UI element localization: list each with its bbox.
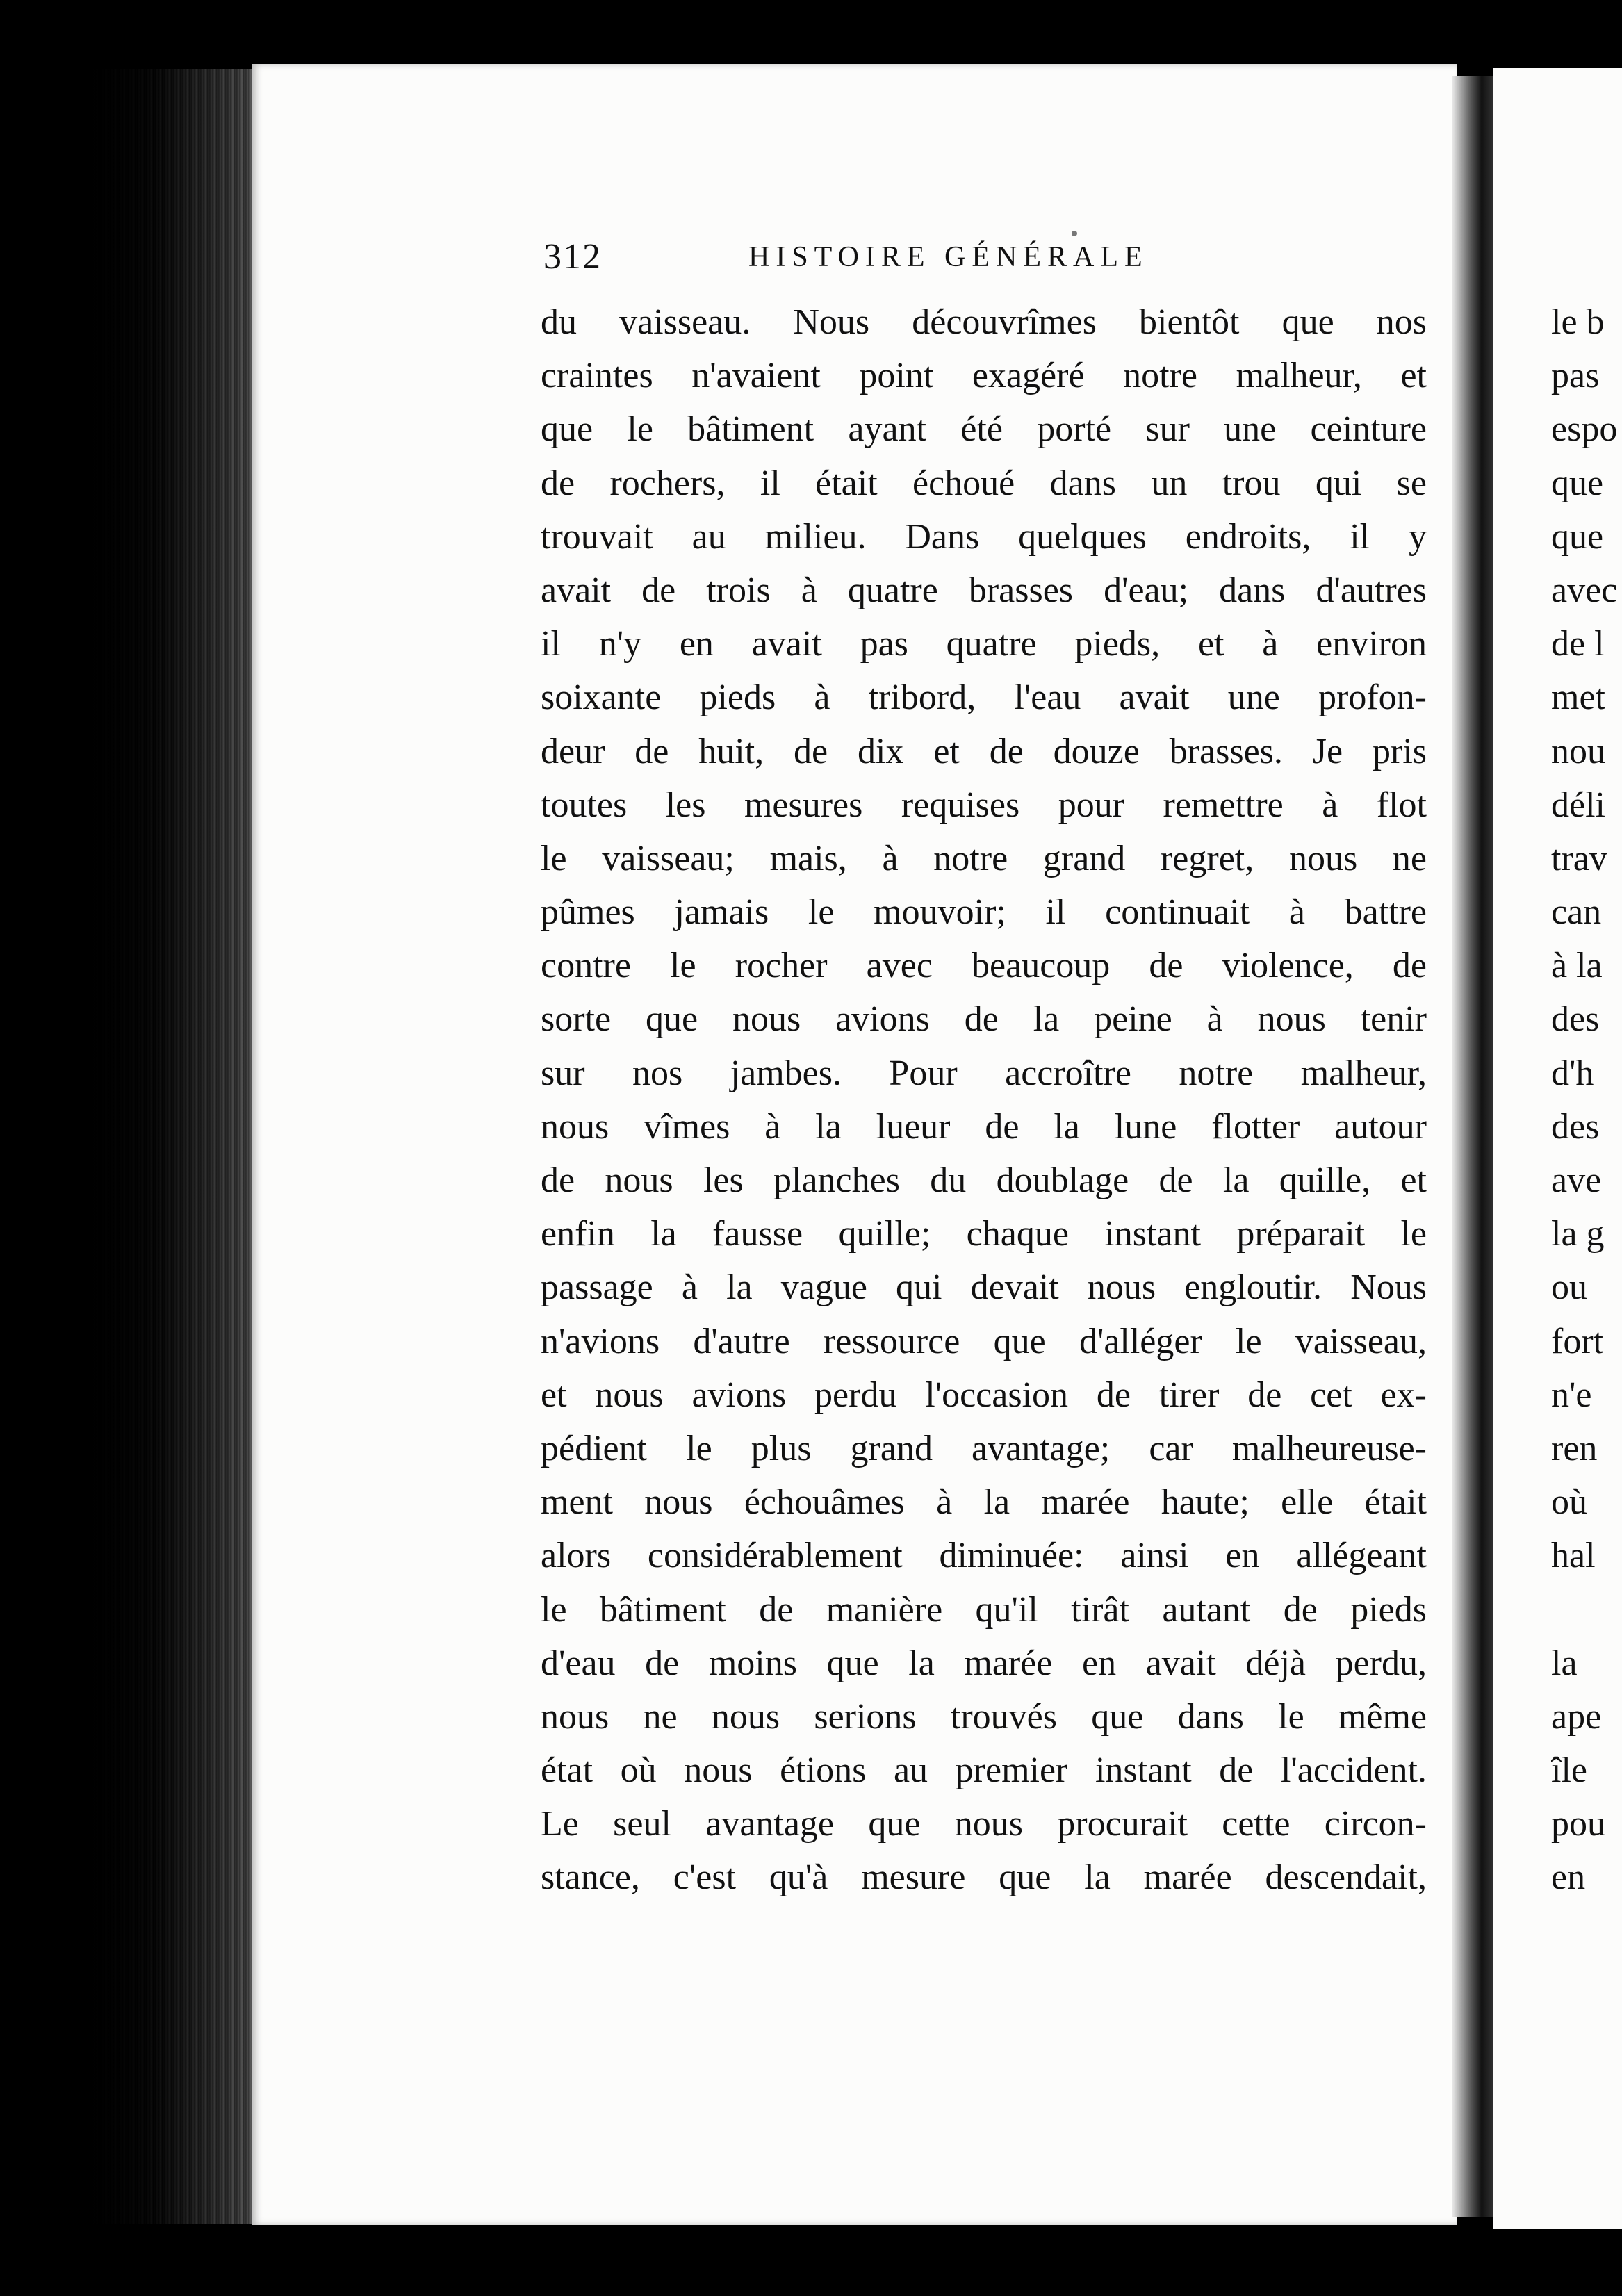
right-page-line-fragment: à la — [1551, 946, 1603, 986]
book-gutter — [1452, 76, 1494, 2217]
text-line: stance, c'est qu'à mesure que la marée descendait, — [541, 1858, 1427, 1898]
right-page-line-fragment: d'h — [1551, 1053, 1594, 1093]
right-page-line-fragment: ape — [1551, 1696, 1602, 1737]
running-head — [543, 236, 1245, 285]
text-line: trouvait au milieu. Dans quelques endroits, il y — [541, 516, 1427, 557]
right-page-line-fragment: de l — [1551, 624, 1605, 664]
body-text — [541, 295, 1427, 1905]
text-line: le vaisseau; mais, à notre grand regret, nous ne — [541, 838, 1427, 878]
right-page-line-fragment: le b — [1551, 302, 1605, 342]
text-line: que le bâtiment ayant été porté sur une ceinture — [541, 409, 1427, 450]
right-page-line-fragment: pas — [1551, 356, 1600, 396]
right-page-line-fragment: île — [1551, 1750, 1587, 1791]
text-line: Le seul avantage que nous procurait cette circon- — [541, 1804, 1427, 1844]
text-line: deur de huit, de dix et de douze brasses. Je pris — [541, 731, 1427, 771]
right-page-line-fragment — [1551, 1583, 1622, 1637]
right-page-line-fragment: en — [1551, 1858, 1586, 1898]
right-page-line-fragment: avec — [1551, 570, 1618, 610]
text-line: et nous avions perdu l'occasion de tirer de cet ex- — [541, 1375, 1427, 1415]
right-page-line-fragment: ou — [1551, 1268, 1587, 1308]
text-line: ment nous échouâmes à la marée haute; elle était — [541, 1482, 1427, 1523]
text-line: alors considérablement diminuée: ainsi en allégeant — [541, 1536, 1427, 1576]
book-edge — [63, 69, 257, 2224]
right-page-line-fragment: ren — [1551, 1428, 1598, 1468]
right-page-line-fragment: des — [1551, 1106, 1600, 1147]
text-line: enfin la fausse quille; chaque instant préparait le — [541, 1214, 1427, 1254]
text-line: n'avions d'autre ressource que d'alléger le vaisseau, — [541, 1321, 1427, 1361]
right-page-line-fragment: fort — [1551, 1321, 1604, 1361]
text-line: soixante pieds à tribord, l'eau avait une profon- — [541, 678, 1427, 718]
text-line: toutes les mesures requises pour remettre à flot — [541, 785, 1427, 825]
text-line: contre le rocher avec beaucoup de violence, de — [541, 946, 1427, 986]
right-page-line-fragment: pou — [1551, 1804, 1605, 1844]
text-line: sur nos jambes. Pour accroître notre malheur, — [541, 1053, 1427, 1093]
text-line: le bâtiment de manière qu'il tirât autant de pieds — [541, 1589, 1427, 1630]
right-page-line-fragment: que — [1551, 463, 1604, 503]
text-line: pûmes jamais le mouvoir; il continuait à battre — [541, 892, 1427, 933]
right-page-line-fragment: ave — [1551, 1161, 1602, 1200]
text-line: pédient le plus grand avantage; car malheureuse- — [541, 1428, 1427, 1468]
text-line: craintes n'avaient point exagéré notre malheur, et — [541, 356, 1427, 396]
right-page-line-fragment: nou — [1551, 731, 1605, 771]
right-page-line-fragment: que — [1551, 516, 1604, 557]
text-line: d'eau de moins que la marée en avait déjà perdu, — [541, 1643, 1427, 1683]
text-line: il n'y en avait pas quatre pieds, et à environ — [541, 624, 1427, 664]
right-page-line-fragment: des — [1551, 999, 1600, 1040]
text-line: sorte que nous avions de la peine à nous tenir — [541, 999, 1427, 1040]
text-line: de rochers, il était échoué dans un trou qui se — [541, 463, 1427, 503]
text-line: état où nous étions au premier instant de l'accident. — [541, 1750, 1427, 1791]
text-line: avait de trois à quatre brasses d'eau; dans d'autres — [541, 570, 1427, 610]
right-page-line-fragment: espo — [1551, 409, 1618, 450]
right-page-line-fragment: trav — [1551, 838, 1607, 878]
right-page-line-fragment: hal — [1551, 1536, 1596, 1576]
text-line: du vaisseau. Nous découvrîmes bientôt que nos — [541, 302, 1427, 342]
text-line: nous vîmes à la lueur de la lune flotter autour — [541, 1106, 1427, 1147]
right-page-line-fragment: la — [1551, 1643, 1578, 1683]
right-page-line-fragment: la g — [1551, 1214, 1605, 1254]
text-line: de nous les planches du doublage de la quille, et — [541, 1161, 1427, 1200]
right-page-line-fragment: n'e — [1551, 1375, 1592, 1415]
page-number: 312 — [543, 237, 602, 277]
right-page-line-fragment: où — [1551, 1482, 1587, 1523]
right-page-text — [1551, 295, 1622, 1905]
ink-speck — [1072, 231, 1077, 236]
right-page-line-fragment: déli — [1551, 785, 1605, 825]
text-line: passage à la vague qui devait nous engloutir. Nous — [541, 1268, 1427, 1308]
right-page-line-fragment: can — [1551, 892, 1602, 933]
text-line: nous ne nous serions trouvés que dans le même — [541, 1696, 1427, 1737]
running-title: HISTOIRE GÉNÉRALE — [748, 241, 1149, 273]
right-page-line-fragment: met — [1551, 678, 1605, 718]
